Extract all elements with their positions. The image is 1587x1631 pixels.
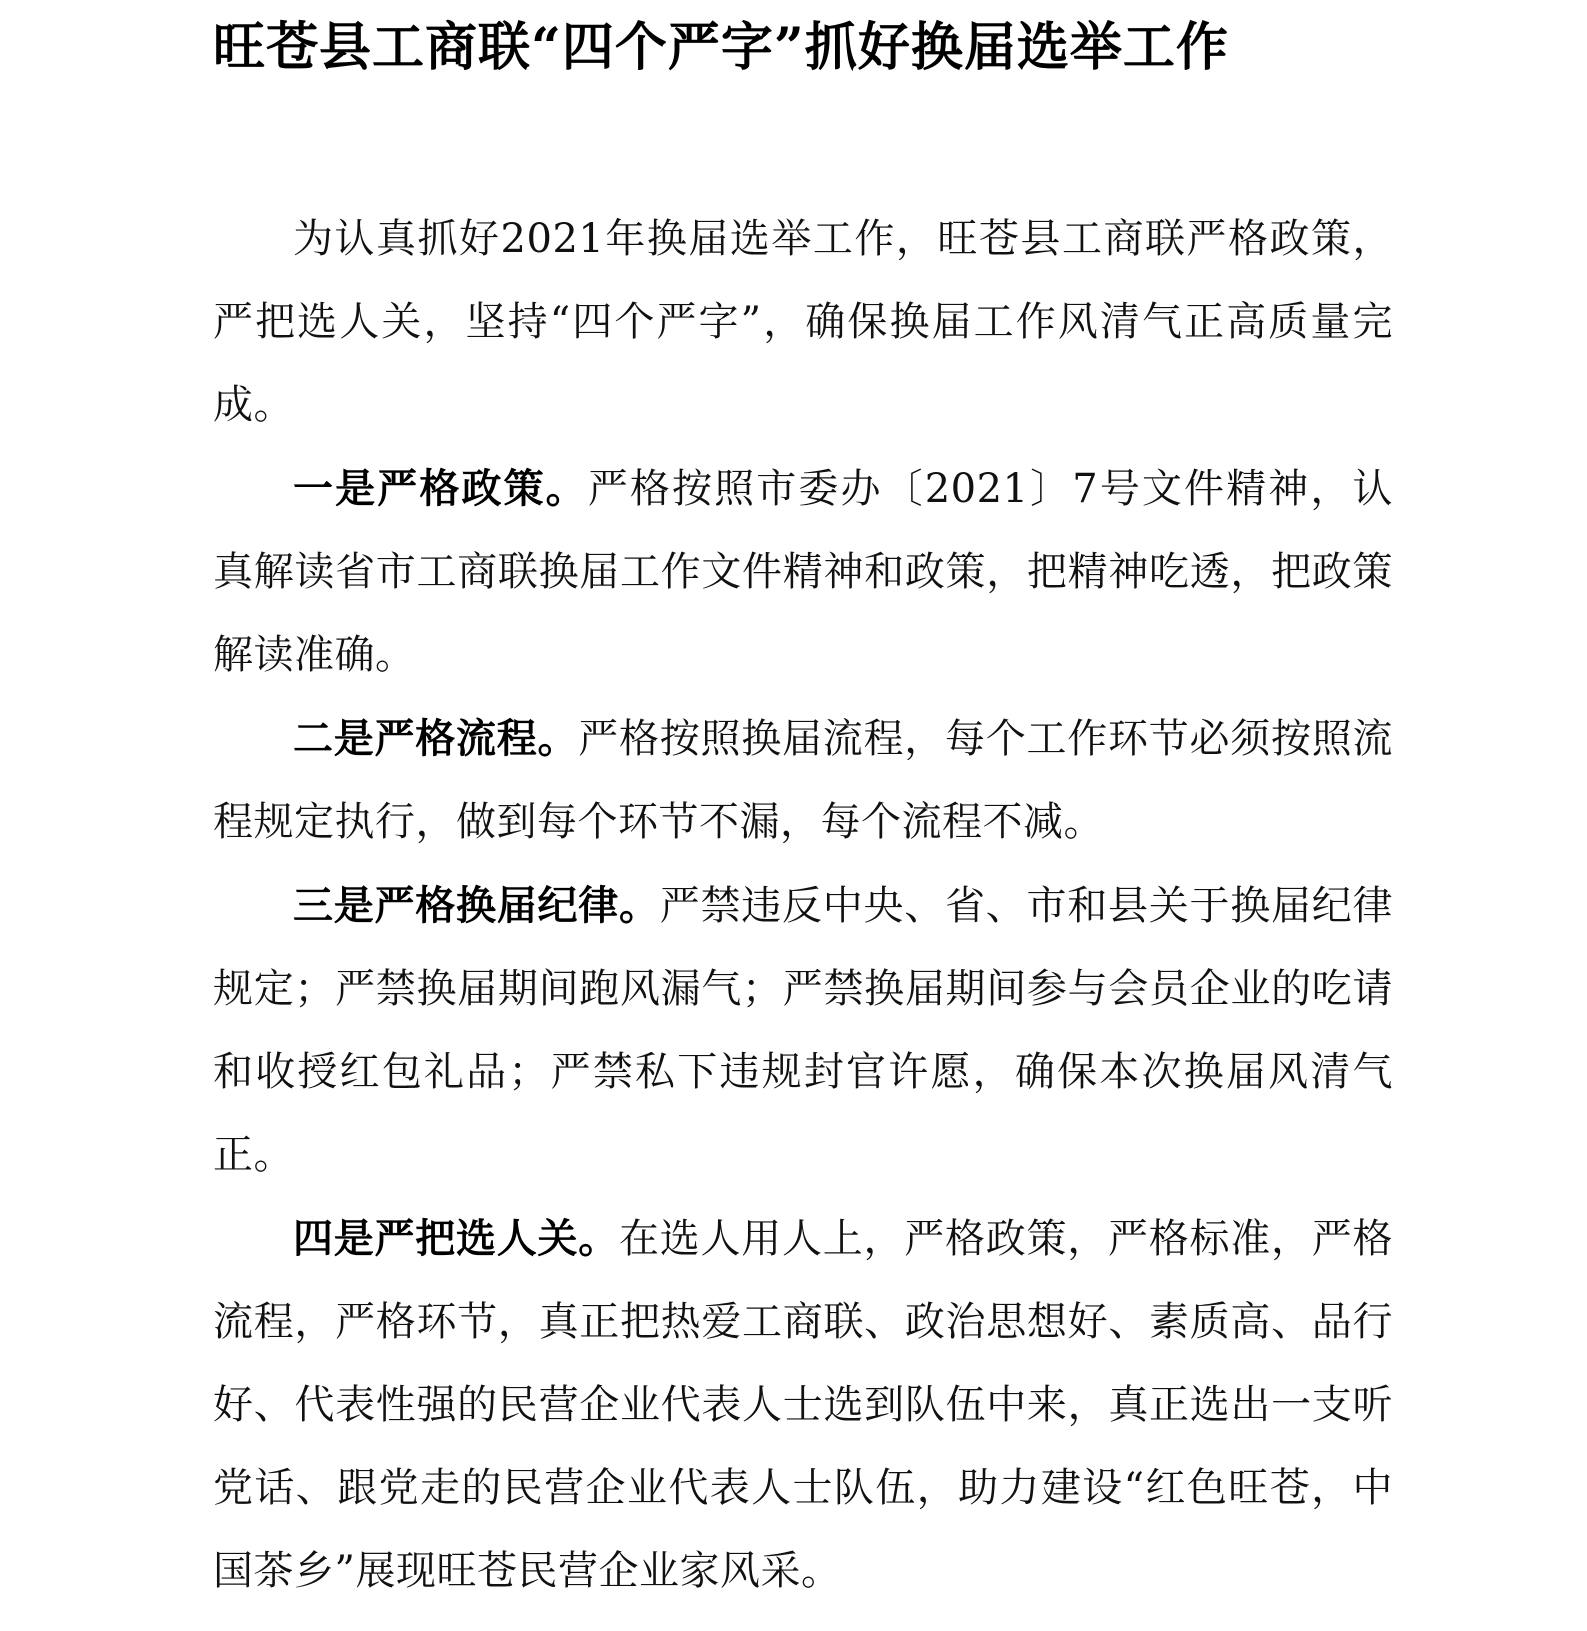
item-text-3: 严禁违反中央、省、市和县关于换届纪律规定；严禁换届期间跑风漏气；严禁换届期间参与会员企业的吃请和收授红包礼品；严禁私下违规封官许愿，确保本次换届风清气正。	[213, 883, 1393, 1178]
item-lead-1: 一是严格政策。	[293, 465, 588, 512]
document-title: 旺苍县工商联“四个严字”抓好换届选举工作	[213, 17, 1229, 78]
item-paragraph-2	[213, 697, 1393, 864]
item-lead-3: 三是严格换届纪律。	[293, 882, 660, 929]
intro-paragraph: 为认真抓好2021年换届选举工作，旺苍县工商联严格政策，严把选人关，坚持“四个严字”，确保换届工作风清气正高质量完成。	[213, 216, 1393, 428]
item-paragraph-3	[213, 864, 1393, 1197]
item-lead-4: 四是严把选人关。	[293, 1215, 619, 1262]
item-text-2: 严格按照换届流程，每个工作环节必须按照流程规定执行，做到每个环节不漏，每个流程不减。	[213, 716, 1393, 845]
item-paragraph-1	[213, 447, 1393, 697]
item-lead-2: 二是严格流程。	[293, 715, 579, 762]
item-text-1: 严格按照市委办〔2021〕7号文件精神，认真解读省市工商联换届工作文件精神和政策，把精神吃透，把政策解读准确。	[213, 466, 1394, 678]
document-body	[213, 198, 1393, 1613]
document-page	[213, 0, 1393, 1631]
item-paragraph-4	[213, 1197, 1393, 1613]
item-text-4: 在选人用人上，严格政策，严格标准，严格流程，严格环节，真正把热爱工商联、政治思想好、素质高、品行好、代表性强的民营企业代表人士选到队伍中来，真正选出一支听党话、跟党走的民营企业代表人士队伍，助力建设“红色旺苍，中国茶乡”展现旺苍民营企业家风采。	[213, 1216, 1393, 1594]
